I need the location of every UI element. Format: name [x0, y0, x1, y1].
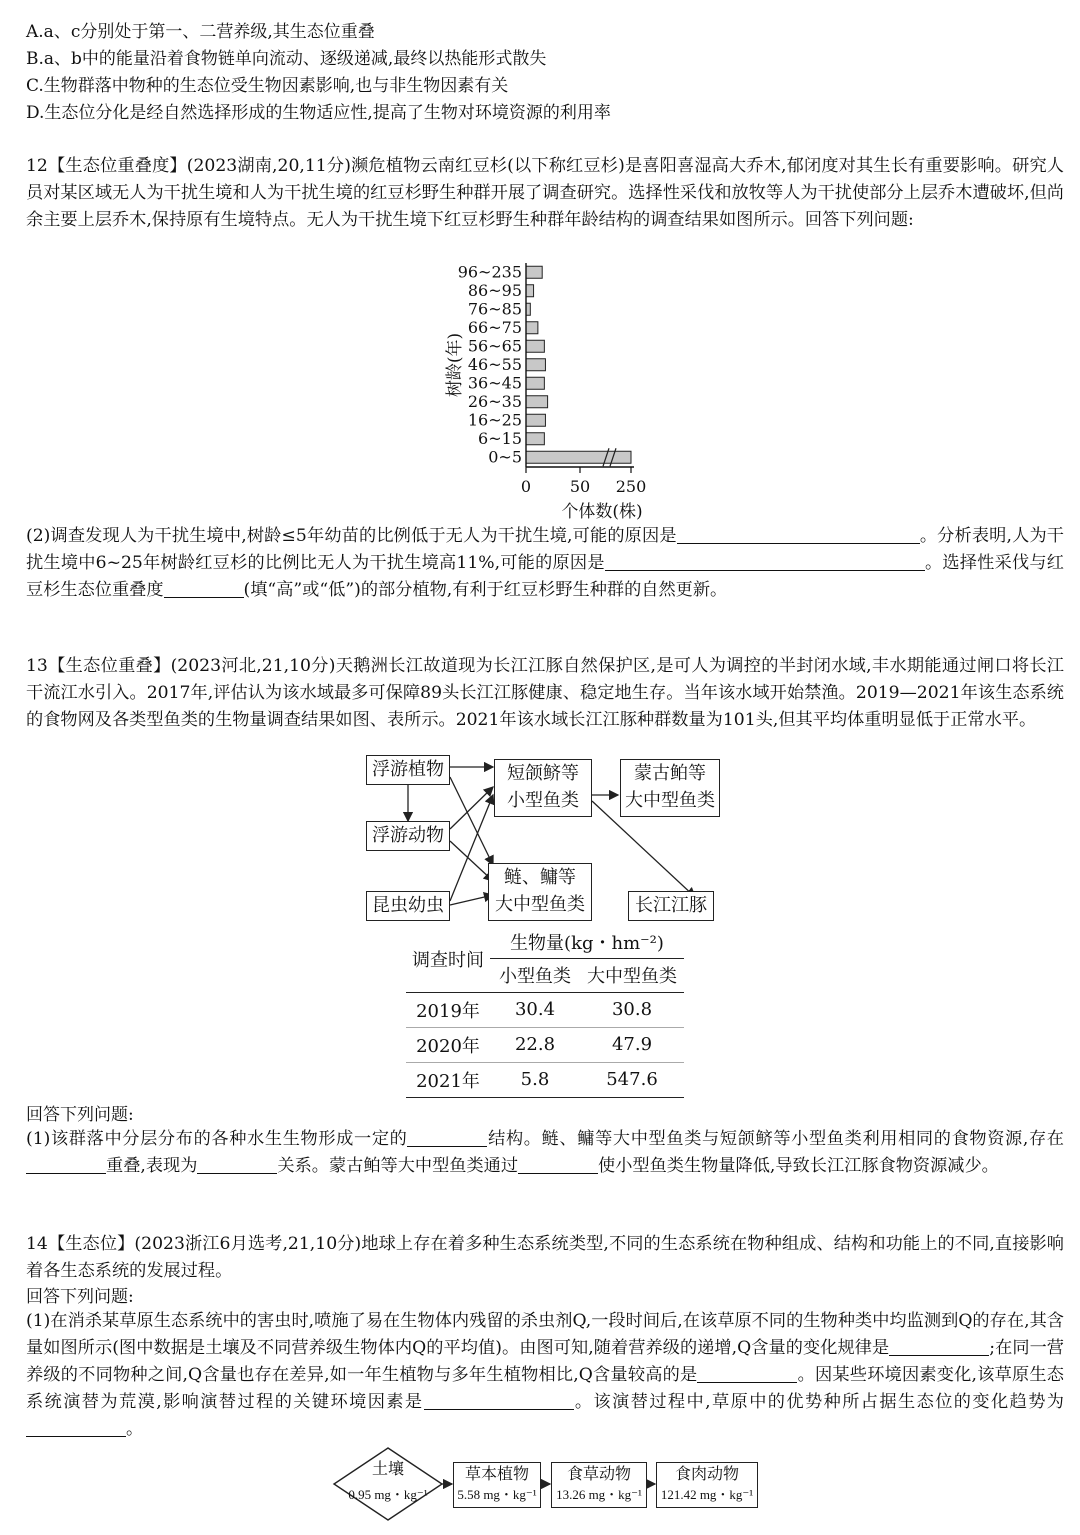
cell-big: 47.9: [580, 1027, 684, 1062]
node-mongolian-culter: [620, 759, 720, 817]
node-silver-carp-line1: 鲢、鳙等: [504, 867, 576, 888]
node-insect-larvae: 昆虫幼虫: [366, 891, 450, 921]
pesticide-chain-diagram: [332, 1444, 762, 1528]
th-survey-time: 调查时间: [406, 926, 490, 992]
answer-blank[interactable]: [26, 1418, 126, 1437]
chart-xlabel: 个体数(株): [561, 502, 643, 522]
bar: [526, 377, 544, 389]
node-zooplankton: 浮游动物: [366, 821, 450, 851]
node-carnivores: [656, 1462, 758, 1508]
soil-label: 土壤: [371, 1459, 404, 1478]
q13-stem: 13【生态位重叠】(2023河北,21,10分)天鹅洲长江故道现为长江江豚自然保护区,是可人为调控的半封闭水域,丰水期能通过闸口将长江干流江水引入。2017年,评估认为该水域最多可保障89头长江江豚健康、稳定地生存。当年该水域开始禁渔。2019—2021年该生态系统的食物网及各类型鱼类的生物量调查结果如图、表所示。2021年该水域长江江豚种群数量为101头,但其平均体重明显低于正常水平。: [26, 656, 1064, 730]
bar: [526, 340, 544, 352]
q14-p1-text-e: 。: [126, 1419, 144, 1439]
q14-p1-text-c: 。因某些环境因素变化,该草原生态系统演替为荒漠,影响演替过程的关键环境因素是: [26, 1365, 1064, 1412]
q14-p1-text-a: (1)在消杀某草原生态系统中的害虫时,喷施了易在生物体内残留的杀虫剂Q,一段时间后,在该草原不同的生物种类中均监测到Q的存在,其含量如图所示(图中数据是土壤及不同营养级生物体内Q的平均值)。由图可知,随着营养级的递增,Q含量的变化规律是: [26, 1311, 1064, 1358]
q13-p1-text-a: (1)该群落中分层分布的各种水生生物形成一定的: [26, 1129, 408, 1149]
herb-label: 草本植物: [464, 1464, 529, 1483]
carnivore-value: 121.42 mg・kg⁻¹: [660, 1487, 754, 1502]
age-structure-chart: [430, 255, 670, 523]
cell-big: 30.8: [580, 992, 684, 1027]
q13-part1: [26, 1126, 1064, 1180]
food-web-diagram: [360, 755, 730, 925]
cell-year: 2019年: [406, 992, 490, 1027]
q12-p2-text-b: 。分析表明,人为干扰生境中6~25年树龄红豆杉的比例比无人为干扰生境高11%,可能的原因是: [26, 526, 1064, 573]
carnivore-label: 食肉动物: [674, 1464, 739, 1483]
node-small-fish: [494, 759, 592, 817]
node-silver-carp-line2: 大中型鱼类: [495, 894, 585, 915]
th-small-fish: 小型鱼类: [490, 958, 580, 992]
q14-stem: 14【生态位】(2023浙江6月选考,21,10分)地球上存在着多种生态系统类型,不同的生态系统在物种组成、结构和功能上的不同,直接影响着各生态系统的发展过程。: [26, 1234, 1064, 1281]
node-phytoplankton: 浮游植物: [366, 755, 450, 785]
category-label: 86~95: [467, 280, 522, 300]
node-small-fish-line2: 小型鱼类: [507, 790, 579, 811]
cell-year: 2021年: [406, 1062, 490, 1097]
node-mongolian-line1: 蒙古鲌等: [634, 763, 706, 784]
option-c: C.生物群落中物种的生态位受生物因素影响,也与非生物因素有关: [26, 76, 509, 96]
q12-stem: 12【生态位重叠度】(2023湖南,20,11分)濒危植物云南红豆杉(以下称红豆杉)是喜阳喜湿高大乔木,郁闭度对其生长有重要影响。研究人员对某区域无人为干扰生境和人为干扰生境的红豆杉野生种群开展了调查研究。选择性采伐和放牧等人为干扰使部分上层乔木遭破坏,但尚余主要上层乔木,保持原有生境特点。无人为干扰生境下红豆杉野生种群年龄结构的调查结果如图所示。回答下列问题:: [26, 156, 1064, 230]
bar: [526, 396, 548, 408]
q12-part2: [26, 523, 1064, 604]
bar: [526, 359, 545, 371]
node-finless-porpoise: 长江江豚: [628, 891, 714, 921]
herbivore-label: 食草动物: [566, 1464, 631, 1483]
category-label: 0~5: [488, 447, 522, 467]
soil-value: 0.95 mg・kg⁻¹: [348, 1487, 428, 1502]
xtick-250: 250: [615, 477, 647, 496]
option-a: A.a、c分别处于第一、二营养级,其生态位重叠: [26, 22, 375, 42]
category-label: 26~35: [467, 391, 522, 411]
q13-p1-text-b: 结构。鲢、鳙等大中型鱼类与短颌鲚等小型鱼类利用相同的食物资源,存在: [487, 1129, 1064, 1149]
answer-blank[interactable]: [407, 1128, 487, 1147]
bar: [526, 322, 538, 334]
answer-blank[interactable]: [677, 525, 920, 544]
node-herbivores: [551, 1462, 647, 1508]
cell-small: 22.8: [490, 1027, 580, 1062]
option-b: B.a、b中的能量沿着食物链单向流动、逐级递减,最终以热能形式散失: [26, 49, 547, 69]
biomass-table: [406, 926, 684, 1098]
q14-p1-text-b: ;在同一营养级的不同物种之间,Q含量也存在差异,如一年生植物与多年生植物相比,Q含量较高的是: [26, 1338, 1064, 1385]
answer-blank[interactable]: [164, 579, 244, 598]
q13-p1-text-c: 重叠,表现为: [106, 1156, 198, 1176]
q12-p2-text-d: (填“高”或“低”)的部分植物,有利于红豆杉野生种群的自然更新。: [243, 580, 728, 600]
th-biomass: 生物量(kg・hm⁻²): [490, 926, 684, 958]
cell-small: 30.4: [490, 992, 580, 1027]
category-label: 16~25: [467, 410, 522, 430]
herb-value: 5.58 mg・kg⁻¹: [457, 1487, 537, 1502]
answer-blank[interactable]: [197, 1155, 277, 1174]
bar: [526, 433, 544, 445]
answer-blank[interactable]: [697, 1364, 797, 1383]
xtick-0: 0: [520, 477, 532, 496]
answer-blank[interactable]: [889, 1337, 989, 1356]
category-label: 36~45: [467, 373, 522, 393]
table-row: [406, 1027, 684, 1062]
chart-ylabel: 树龄(年): [445, 332, 465, 398]
herbivore-value: 13.26 mg・kg⁻¹: [556, 1487, 642, 1502]
table-row: [406, 992, 684, 1027]
q14-part1: [26, 1308, 1064, 1443]
answer-blank[interactable]: [26, 1155, 106, 1174]
th-big-fish: 大中型鱼类: [580, 958, 684, 992]
answer-blank[interactable]: [424, 1391, 574, 1410]
category-label: 6~15: [478, 428, 522, 448]
cell-small: 5.8: [490, 1062, 580, 1097]
bar: [526, 451, 631, 463]
table-row: [406, 1062, 684, 1097]
node-herb-plants: [453, 1462, 541, 1508]
category-label: 76~85: [467, 299, 522, 319]
q12-p2-text-c: 。选择性采伐与红豆杉生态位重叠度: [26, 553, 1064, 600]
answer-blank[interactable]: [518, 1155, 598, 1174]
q12-p2-text-a: (2)调查发现人为干扰生境中,树龄≤5年幼苗的比例低于无人为干扰生境,可能的原因是: [26, 526, 677, 546]
q13-prompt: 回答下列问题:: [26, 1105, 134, 1125]
node-small-fish-line1: 短颌鲚等: [507, 763, 579, 784]
q13-p1-text-e: 使小型鱼类生物量降低,导致长江江豚食物资源减少。: [598, 1156, 999, 1176]
category-label: 96~235: [457, 262, 522, 282]
category-label: 66~75: [467, 317, 522, 337]
q13-p1-text-d: 关系。蒙古鲌等大中型鱼类通过: [277, 1156, 519, 1176]
q14-prompt: 回答下列问题:: [26, 1287, 134, 1307]
option-d: D.生态位分化是经自然选择形成的生物适应性,提高了生物对环境资源的利用率: [26, 103, 611, 123]
category-label: 46~55: [467, 354, 522, 374]
category-label: 56~65: [467, 336, 522, 356]
bar: [526, 266, 542, 278]
xtick-50: 50: [569, 477, 591, 496]
bar: [526, 285, 534, 297]
answer-blank[interactable]: [605, 552, 925, 571]
node-silver-carp: [488, 863, 592, 921]
cell-big: 547.6: [580, 1062, 684, 1097]
cell-year: 2020年: [406, 1027, 490, 1062]
node-mongolian-line2: 大中型鱼类: [625, 790, 715, 811]
bar: [526, 414, 545, 426]
q14-p1-text-d: 。该演替过程中,草原中的优势种所占据生态位的变化趋势为: [573, 1392, 1064, 1412]
